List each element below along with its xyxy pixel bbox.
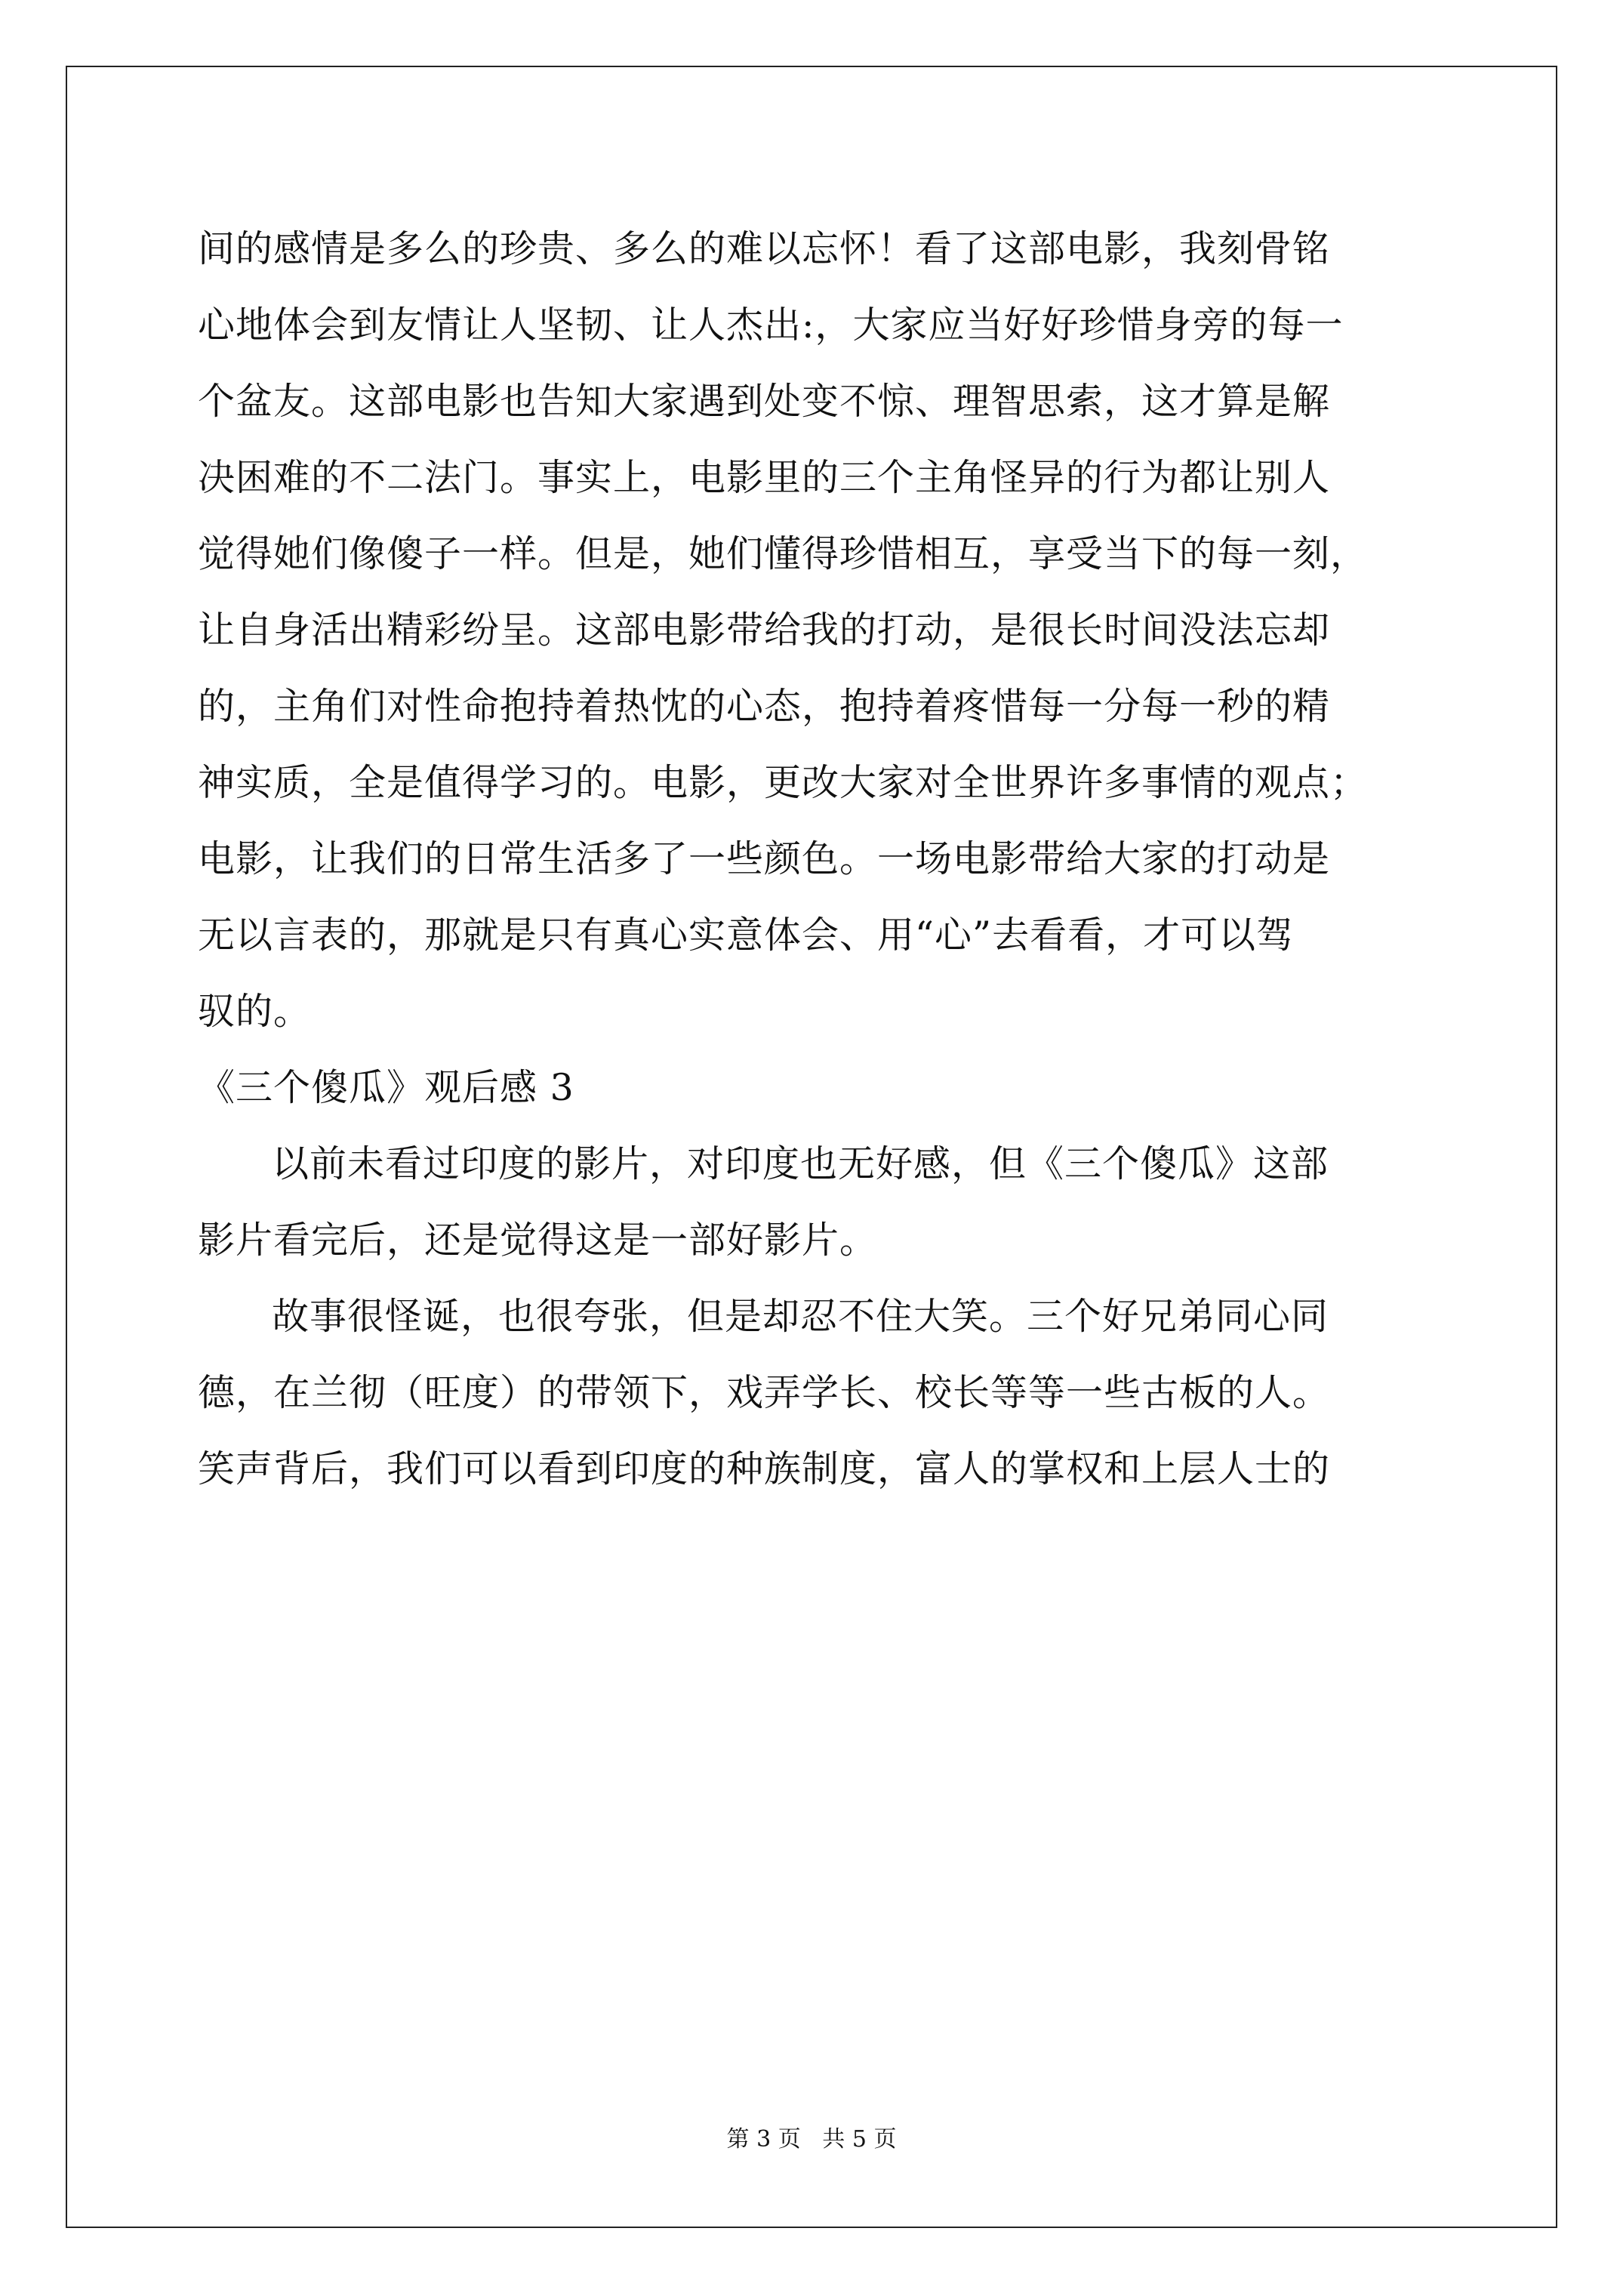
text-line: 神实质，全是值得学习的。电影，更改大家对全世界许多事情的观点； xyxy=(198,761,1369,804)
paragraph-line: 德，在兰彻（旺度）的带领下，戏弄学长、校长等等一些古板的人。 xyxy=(198,1371,1331,1414)
text-line: 让自身活出精彩纷呈。这部电影带给我的打动，是很长时间没法忘却 xyxy=(198,609,1331,652)
text-line: 间的感情是多么的珍贵、多么的难以忘怀！看了这部电影，我刻骨铭 xyxy=(198,227,1331,270)
text-line: 心地体会到友情让人坚韧、让人杰出:，大家应当好好珍惜身旁的每一 xyxy=(198,304,1344,347)
paragraph-line: 故事很怪诞，也很夸张，但是却忍不住大笑。三个好兄弟同心同 xyxy=(272,1295,1329,1338)
paragraph-line: 影片看完后，还是觉得这是一部好影片。 xyxy=(198,1219,878,1262)
text-line: 的，主角们对性命抱持着热忱的心态，抱持着疼惜每一分每一秒的精 xyxy=(198,685,1331,728)
text-line: 电影，让我们的日常生活多了一些颜色。一场电影带给大家的打动是 xyxy=(198,837,1331,880)
text-line: 个盆友。这部电影也告知大家遇到处变不惊、理智思索，这才算是解 xyxy=(198,380,1331,423)
section-title: 《三个傻瓜》观后感 3 xyxy=(198,1066,574,1109)
text-line: 决困难的不二法门。事实上，电影里的三个主角怪异的行为都让别人 xyxy=(198,456,1331,499)
text-line: 驭的。 xyxy=(198,990,312,1033)
paragraph-line: 笑声背后，我们可以看到印度的种族制度，富人的掌权和上层人士的 xyxy=(198,1447,1331,1490)
paragraph-line: 以前未看过印度的影片，对印度也无好感，但《三个傻瓜》这部 xyxy=(272,1142,1329,1185)
text-line: 觉得她们像傻子一样。但是，她们懂得珍惜相互，享受当下的每一刻， xyxy=(198,532,1369,575)
text-line: 无以言表的，那就是只有真心实意体会、用“心”去看看，才可以驾 xyxy=(198,914,1295,957)
page-footer: 第 3 页 共 5 页 xyxy=(726,2126,897,2153)
